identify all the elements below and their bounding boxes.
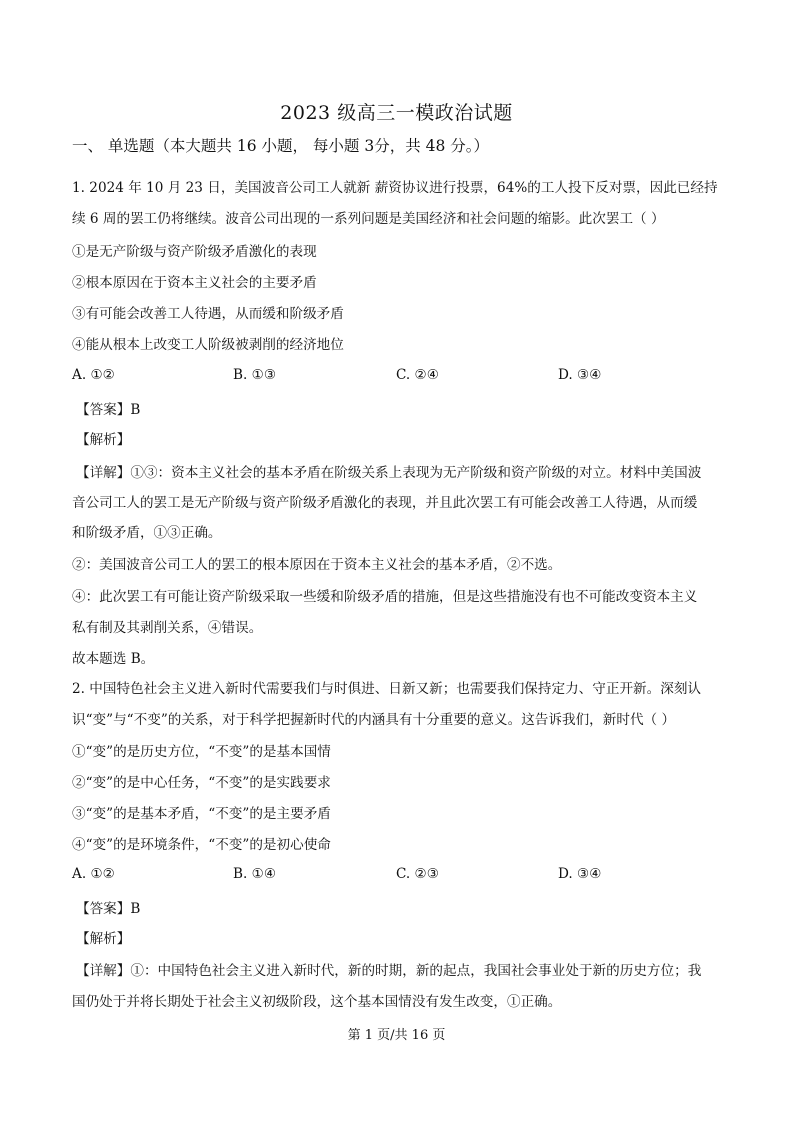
q1-option-b: B. ①③ [233,367,277,383]
document-title: 2023 级高三一模政治试题 [280,102,513,124]
q2-option-c: C. ②③ [396,866,439,882]
q1-detail-line-2: 音公司工人的罢工是无产阶级与资产阶级矛盾激化的表现，并且此次罢工有可能会改善工人待遇，从而缓 [72,495,698,511]
q1-detail-line-4: ②：美国波音公司工人的罢工的根本原因在于资本主义社会的基本矛盾，②不选。 [72,557,562,573]
q1-conclusion: 故本题选 B。 [72,651,155,667]
q2-detail-line-1: 【详解】①：中国特色社会主义进入新时代，新的时期，新的起点，我国社会事业处于新的历史方位；我 [76,963,702,979]
q2-item-2: ②“变”的是中心任务，“不变”的是实践要求 [72,775,331,791]
q1-detail-line-5: ④：此次罢工有可能让资产阶级采取一些缓和阶级矛盾的措施，但是这些措施没有也不可能改变资本主义 [72,589,698,605]
q2-stem-line-1: 2. 中国特色社会主义进入新时代需要我们与时俱进、日新又新；也需要我们保持定力、守正开新。深刻认 [72,681,702,697]
q2-item-1: ①“变”的是历史方位，“不变”的是基本国情 [72,744,331,760]
q1-detail-line-1: 【详解】①③：资本主义社会的基本矛盾在阶级关系上表现为无产阶级和资产阶级的对立。材料中美国波 [76,465,702,481]
q1-answer: 【答案】B [76,402,141,418]
q1-option-c: C. ②④ [396,367,439,383]
q2-stem-line-2: 识“变”与“不变”的关系，对于科学把握新时代的内涵具有十分重要的意义。这告诉我们，新时代（ ） [72,712,676,728]
q1-analysis-label: 【解析】 [76,432,131,448]
q2-analysis-label: 【解析】 [76,931,131,947]
q1-stem-line-2: 续 6 周的罢工仍将继续。波音公司出现的一系列问题是美国经济和社会问题的缩影。此次罢工（ ） [72,211,665,227]
q1-item-1: ①是无产阶级与资产阶级矛盾激化的表现 [72,244,317,260]
q1-option-a: A. ①② [72,367,115,383]
q1-item-2: ②根本原因在于资本主义社会的主要矛盾 [72,275,317,291]
q1-item-3: ③有可能会改善工人待遇，从而缓和阶级矛盾 [72,306,344,322]
page-footer: 第 1 页/共 16 页 [347,1028,446,1043]
q1-stem-line-1: 1. 2024 年 10 月 23 日，美国波音公司工人就新 薪资协议进行投票，64%的工人投下反对票，因此已经持 [72,180,718,196]
q1-item-4: ④能从根本上改变工人阶级被剥削的经济地位 [72,337,344,353]
q2-detail-line-2: 国仍处于并将长期处于社会主义初级阶段，这个基本国情没有发生改变，①正确。 [72,994,562,1010]
q2-item-4: ④“变”的是环境条件，“不变”的是初心使命 [72,837,331,853]
q1-option-d: D. ③④ [558,367,602,383]
q2-answer: 【答案】B [76,901,141,917]
q2-item-3: ③“变”的是基本矛盾，“不变”的是主要矛盾 [72,806,331,822]
q1-detail-line-6: 私有制及其剥削关系，④错误。 [72,620,263,636]
q2-option-d: D. ③④ [558,866,602,882]
q2-option-b: B. ①④ [233,866,277,882]
q2-option-a: A. ①② [72,866,115,882]
section-heading: 一、 单选题（本大题共 16 小题， 每小题 3分，共 48 分。） [72,137,490,155]
q1-detail-line-3: 和阶级矛盾，①③正确。 [72,525,222,541]
